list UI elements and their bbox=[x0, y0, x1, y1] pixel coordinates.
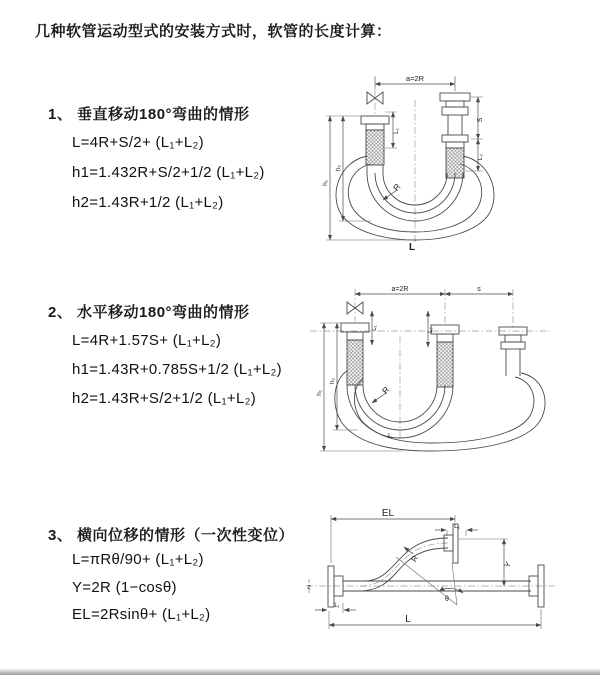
dimension-L1-L2 bbox=[372, 311, 434, 347]
diagram-horizontal-180-bend bbox=[308, 281, 595, 456]
label-R: R bbox=[409, 553, 421, 564]
label-h2: h₂ bbox=[329, 377, 336, 385]
label-L2: L₂ bbox=[477, 153, 484, 161]
axis-mark bbox=[307, 579, 311, 593]
left-leg-fitting bbox=[341, 323, 369, 385]
section-3-formula-Y: Y=2R (1−cosθ) bbox=[72, 579, 177, 596]
dimension-a-2R bbox=[375, 74, 455, 91]
dimension-L1-bottom bbox=[315, 603, 356, 613]
scan-page-edge bbox=[0, 668, 600, 675]
section-3-heading: 3、 横向位移的情形（一次性变位） bbox=[48, 527, 295, 544]
right-leg-fitting bbox=[440, 93, 470, 178]
dimension-L1 bbox=[385, 112, 400, 148]
section-1-formula-h1: h1=1.432R+S/2+1/2 (L₁+L₂) bbox=[72, 164, 265, 181]
section-3-formula-EL: EL=2Rsinθ+ (L₁+L₂) bbox=[72, 606, 211, 623]
label-L1: L₁ bbox=[393, 128, 400, 134]
left-flange bbox=[328, 566, 343, 607]
section-1-formula-L: L=4R+S/2+ (L₁+L₂) bbox=[72, 134, 204, 151]
label-h2: h₂ bbox=[335, 164, 342, 172]
dimension-Y bbox=[458, 539, 513, 586]
label-L1-top: L₁ bbox=[454, 523, 460, 530]
label-S: S bbox=[477, 117, 484, 123]
label-Y: Y bbox=[502, 560, 514, 570]
label-axis-mark: z bbox=[307, 584, 311, 591]
dimension-L-bottom bbox=[329, 609, 541, 629]
dimension-L1-top bbox=[435, 523, 478, 536]
label-L-length: L bbox=[405, 614, 411, 625]
hose-s-curve bbox=[358, 538, 448, 591]
label-L2: L₂ bbox=[428, 327, 434, 333]
dimension-R bbox=[383, 182, 403, 200]
section-2-formula-L: L=4R+1.57S+ (L₁+L₂) bbox=[72, 332, 222, 349]
shifted-leg-fitting bbox=[499, 327, 527, 376]
label-L-length: L bbox=[388, 433, 392, 440]
page-title: 几种软管运动型式的安装方式时，软管的长度计算： bbox=[35, 23, 392, 40]
diagram-vertical-180-bend bbox=[315, 68, 590, 258]
label-theta: θ bbox=[445, 596, 449, 603]
middle-leg-fitting bbox=[431, 325, 459, 387]
left-leg-fitting bbox=[361, 116, 389, 173]
section-2-heading: 2、 水平移动180°弯曲的情形 bbox=[48, 304, 250, 321]
label-R: R bbox=[390, 181, 403, 193]
dimension-R bbox=[372, 385, 392, 403]
label-L-length: L bbox=[408, 242, 416, 253]
label-a-2R: a=2R bbox=[405, 74, 425, 83]
dimension-a-2R bbox=[355, 286, 513, 294]
section-1-formula-h2: h2=1.43R+1/2 (L₁+L₂) bbox=[72, 194, 224, 211]
label-L1-bottom: L₁ bbox=[334, 603, 340, 609]
label-a-2R: a=2R bbox=[391, 286, 409, 293]
section-3-formula-L: L=πRθ/90+ (L₁+L₂) bbox=[72, 551, 204, 568]
label-L1: L₁ bbox=[372, 325, 378, 331]
dimension-EL bbox=[331, 508, 455, 563]
label-R: R bbox=[379, 384, 392, 396]
label-EL: EL bbox=[381, 508, 395, 519]
section-2-formula-h1: h1=1.43R+0.785S+1/2 (L₁+L₂) bbox=[72, 361, 282, 378]
diagram-lateral-displacement bbox=[300, 503, 597, 643]
label-h1: h₁ bbox=[316, 390, 323, 396]
section-1-heading: 1、 垂直移动180°弯曲的情形 bbox=[48, 106, 250, 123]
label-s-shift: s bbox=[477, 286, 481, 293]
label-h1: h₁ bbox=[322, 180, 329, 186]
section-2-formula-h2: h2=1.43R+S/2+1/2 (L₁+L₂) bbox=[72, 390, 257, 407]
